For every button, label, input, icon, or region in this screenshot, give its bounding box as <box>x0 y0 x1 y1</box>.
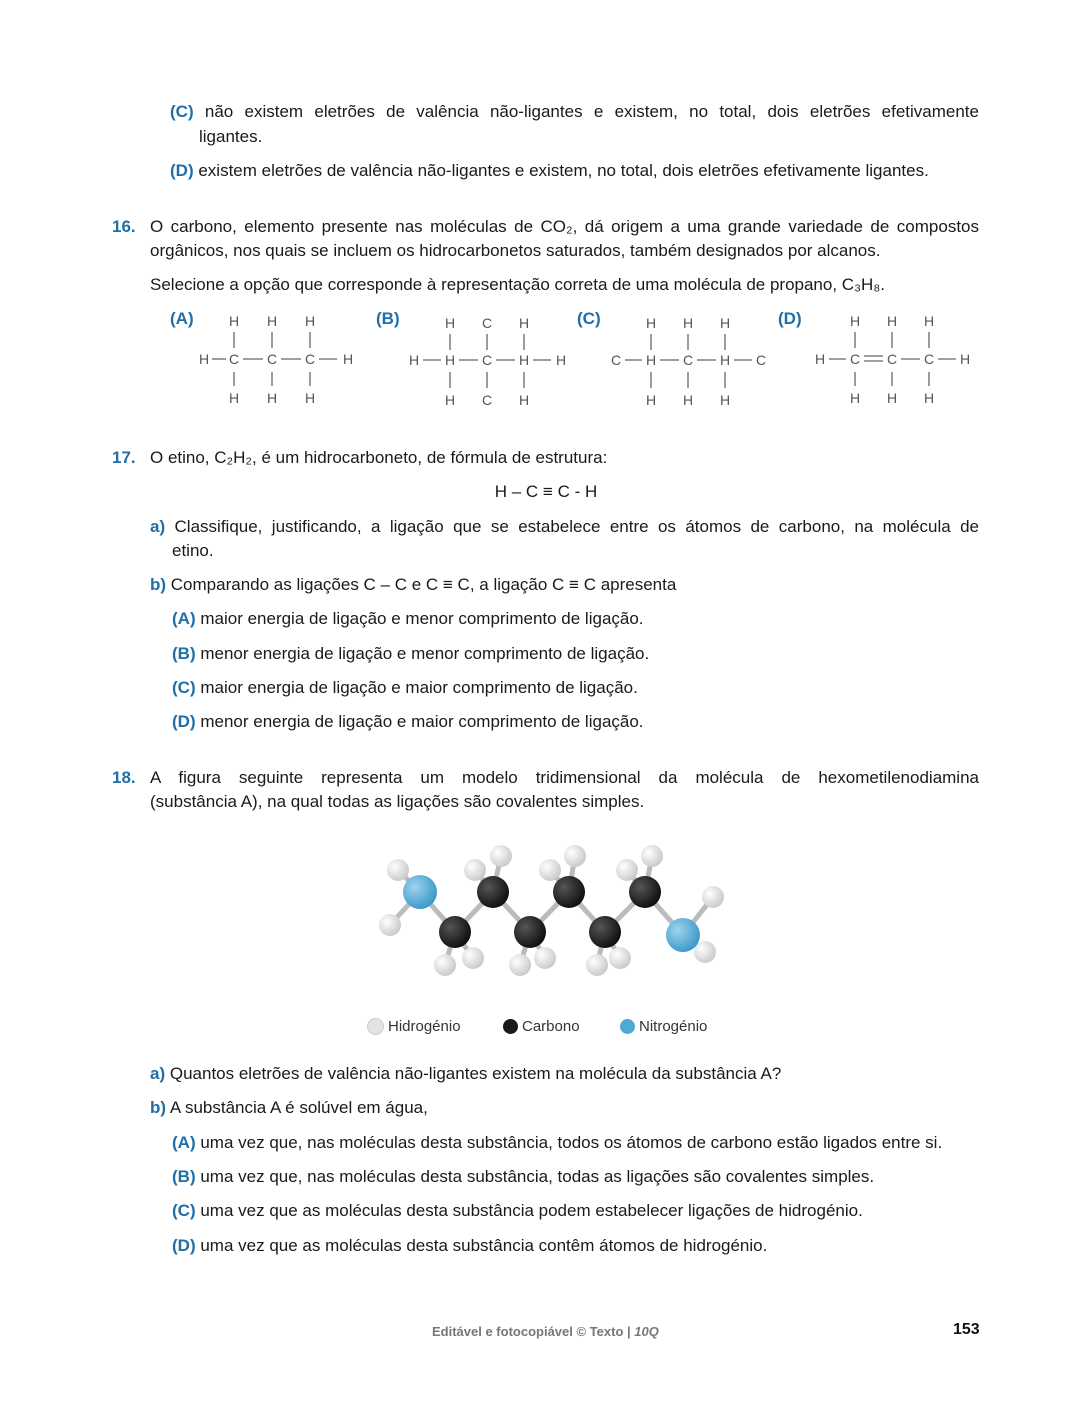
svg-text:H: H <box>645 315 657 331</box>
molecule-model-figure <box>365 840 745 995</box>
legend-hydrogen <box>367 1018 461 1035</box>
q17-option-b[interactable] <box>172 642 649 666</box>
svg-text:H: H <box>266 390 278 406</box>
svg-text:H: H <box>518 352 530 368</box>
q18-option-a[interactable] <box>172 1131 942 1155</box>
svg-text:C: C <box>923 351 935 367</box>
q18-number: 18. <box>112 768 136 787</box>
option-text: menor energia de ligação e maior comprimento de ligação. <box>200 712 644 731</box>
footer-book-code: 10Q <box>634 1324 659 1339</box>
option-label: (A) <box>172 609 196 628</box>
option-text: uma vez que, nas moléculas desta substância, todas as ligações são covalentes simples. <box>200 1167 875 1186</box>
structure-d <box>812 310 977 415</box>
item-label: a) <box>150 517 166 536</box>
svg-text:H: H <box>444 315 456 331</box>
q15-option-c-cont: ligantes. <box>199 127 263 146</box>
svg-text:H: H <box>228 390 240 406</box>
q17-number: 17. <box>112 448 136 467</box>
svg-text:H: H <box>304 313 316 329</box>
nitrogen-dot-icon <box>620 1019 635 1034</box>
q16-line2: orgânicos, nos quais se incluem os hidrocarbonetos saturados, também designados por alcanos. <box>150 241 881 260</box>
option-label: (D) <box>172 712 196 731</box>
structure-a <box>196 310 361 415</box>
q16-option-a-label[interactable]: (A) <box>170 309 194 328</box>
option-label: (A) <box>172 1133 196 1152</box>
option-label: (B) <box>172 1167 196 1186</box>
item-text: Comparando as ligações C – C e C ≡ C, a ligação C ≡ C apresenta <box>170 575 677 594</box>
svg-text:H: H <box>886 313 898 329</box>
q17-option-a[interactable] <box>172 607 644 631</box>
option-text: uma vez que as moléculas desta substância podem estabelecer ligações de hidrogénio. <box>200 1201 863 1220</box>
svg-text:H: H <box>408 352 420 368</box>
option-label: (D) <box>172 1236 196 1255</box>
q18-option-d[interactable] <box>172 1234 767 1258</box>
svg-text:H: H <box>444 392 456 408</box>
carbon-dot-icon <box>503 1019 518 1034</box>
q16-prompt: Selecione a opção que corresponde à representação correta de uma molécula de propano, C₃H₈. <box>150 275 886 294</box>
svg-text:H: H <box>849 313 861 329</box>
q16-line1: O carbono, elemento presente nas moléculas de CO₂, dá origem a uma grande variedade de compostos <box>150 217 979 236</box>
svg-text:H: H <box>198 351 210 367</box>
svg-text:H: H <box>682 315 694 331</box>
svg-text:C: C <box>228 351 240 367</box>
legend-label: Carbono <box>522 1018 580 1035</box>
option-text: existem eletrões de valência não-ligantes e existem, no total, dois eletrões efetivamente ligantes. <box>198 161 929 180</box>
option-label: (C) <box>172 678 196 697</box>
q15-option-c <box>170 100 979 124</box>
svg-text:H: H <box>849 390 861 406</box>
option-text: não existem eletrões de valência não-ligantes e existem, no total, dois eletrões efetivamente <box>204 102 979 121</box>
svg-text:H: H <box>645 392 657 408</box>
legend-label: Hidrogénio <box>388 1018 461 1035</box>
svg-text:H: H <box>304 390 316 406</box>
q17-option-c[interactable] <box>172 676 638 700</box>
option-text: menor energia de ligação e menor comprimento de ligação. <box>200 644 650 663</box>
q17-a-cont: etino. <box>172 541 214 560</box>
q16-number: 16. <box>112 217 136 236</box>
svg-text:C: C <box>849 351 861 367</box>
q18-option-c[interactable] <box>172 1199 863 1223</box>
svg-text:H: H <box>719 315 731 331</box>
q15-option-d <box>170 159 929 183</box>
q17-a <box>150 515 979 539</box>
svg-text:C: C <box>266 351 278 367</box>
structure-b <box>406 310 571 415</box>
svg-text:H: H <box>266 313 278 329</box>
item-text: Quantos eletrões de valência não-ligantes existem na molécula da substância A? <box>169 1064 782 1083</box>
q18-a <box>150 1062 781 1086</box>
legend-label: Nitrogénio <box>639 1018 708 1035</box>
footer-text: Editável e fotocopiável © Texto | <box>432 1324 635 1339</box>
item-text: Classifique, justificando, a ligação que se estabelece entre os átomos de carbono, na molécula de <box>174 517 979 536</box>
option-label: (B) <box>172 644 196 663</box>
svg-text:H: H <box>555 352 567 368</box>
q18-option-b[interactable] <box>172 1165 874 1189</box>
legend-carbon <box>503 1018 580 1035</box>
svg-text:H: H <box>518 392 530 408</box>
q16-option-c-label[interactable]: (C) <box>577 309 601 328</box>
q18-b <box>150 1096 428 1120</box>
option-text: maior energia de ligação e menor comprimento de ligação. <box>200 609 644 628</box>
svg-text:H: H <box>518 315 530 331</box>
option-label: (D) <box>170 161 194 180</box>
q16-option-d-label[interactable]: (D) <box>778 309 802 328</box>
option-text: uma vez que, nas moléculas desta substância, todos os átomos de carbono estão ligados entre si. <box>200 1133 943 1152</box>
svg-text:C: C <box>682 352 694 368</box>
svg-text:H: H <box>682 392 694 408</box>
svg-text:H: H <box>959 351 971 367</box>
legend-nitrogen <box>620 1018 707 1035</box>
svg-text:H: H <box>719 352 731 368</box>
q17-option-d[interactable] <box>172 710 644 734</box>
svg-text:H: H <box>342 351 354 367</box>
q17-text: O etino, C₂H₂, é um hidrocarboneto, de fórmula de estrutura: <box>150 448 608 467</box>
svg-text:H: H <box>923 313 935 329</box>
svg-text:H: H <box>719 392 731 408</box>
svg-text:C: C <box>481 352 493 368</box>
q16-option-b-label[interactable]: (B) <box>376 309 400 328</box>
svg-text:H: H <box>923 390 935 406</box>
hydrogen-dot-icon <box>367 1018 384 1035</box>
option-text: maior energia de ligação e maior comprimento de ligação. <box>200 678 638 697</box>
q17-formula: H – C ≡ C - H <box>494 482 598 501</box>
q17-b <box>150 573 676 597</box>
structure-c <box>608 310 773 415</box>
svg-text:H: H <box>814 351 826 367</box>
svg-text:C: C <box>304 351 316 367</box>
option-text: uma vez que as moléculas desta substância contêm átomos de hidrogénio. <box>200 1236 768 1255</box>
item-label: b) <box>150 575 167 594</box>
svg-text:H: H <box>645 352 657 368</box>
footer-copyright <box>432 1324 659 1339</box>
svg-text:C: C <box>886 351 898 367</box>
q18-line1: A figura seguinte representa um modelo tridimensional da molécula de hexometilenodiamina <box>150 768 979 787</box>
item-label: b) <box>150 1098 167 1117</box>
svg-text:H: H <box>444 352 456 368</box>
svg-text:C: C <box>755 352 767 368</box>
svg-text:H: H <box>886 390 898 406</box>
option-label: (C) <box>172 1201 196 1220</box>
svg-text:H: H <box>228 313 240 329</box>
svg-text:C: C <box>481 315 493 331</box>
item-label: a) <box>150 1064 166 1083</box>
q18-line2: (substância A), na qual todas as ligações são covalentes simples. <box>150 792 645 811</box>
option-label: (C) <box>170 102 194 121</box>
item-text: A substância A é solúvel em água, <box>169 1098 428 1117</box>
page-number: 153 <box>953 1321 980 1338</box>
svg-text:C: C <box>481 392 493 408</box>
svg-text:C: C <box>610 352 622 368</box>
